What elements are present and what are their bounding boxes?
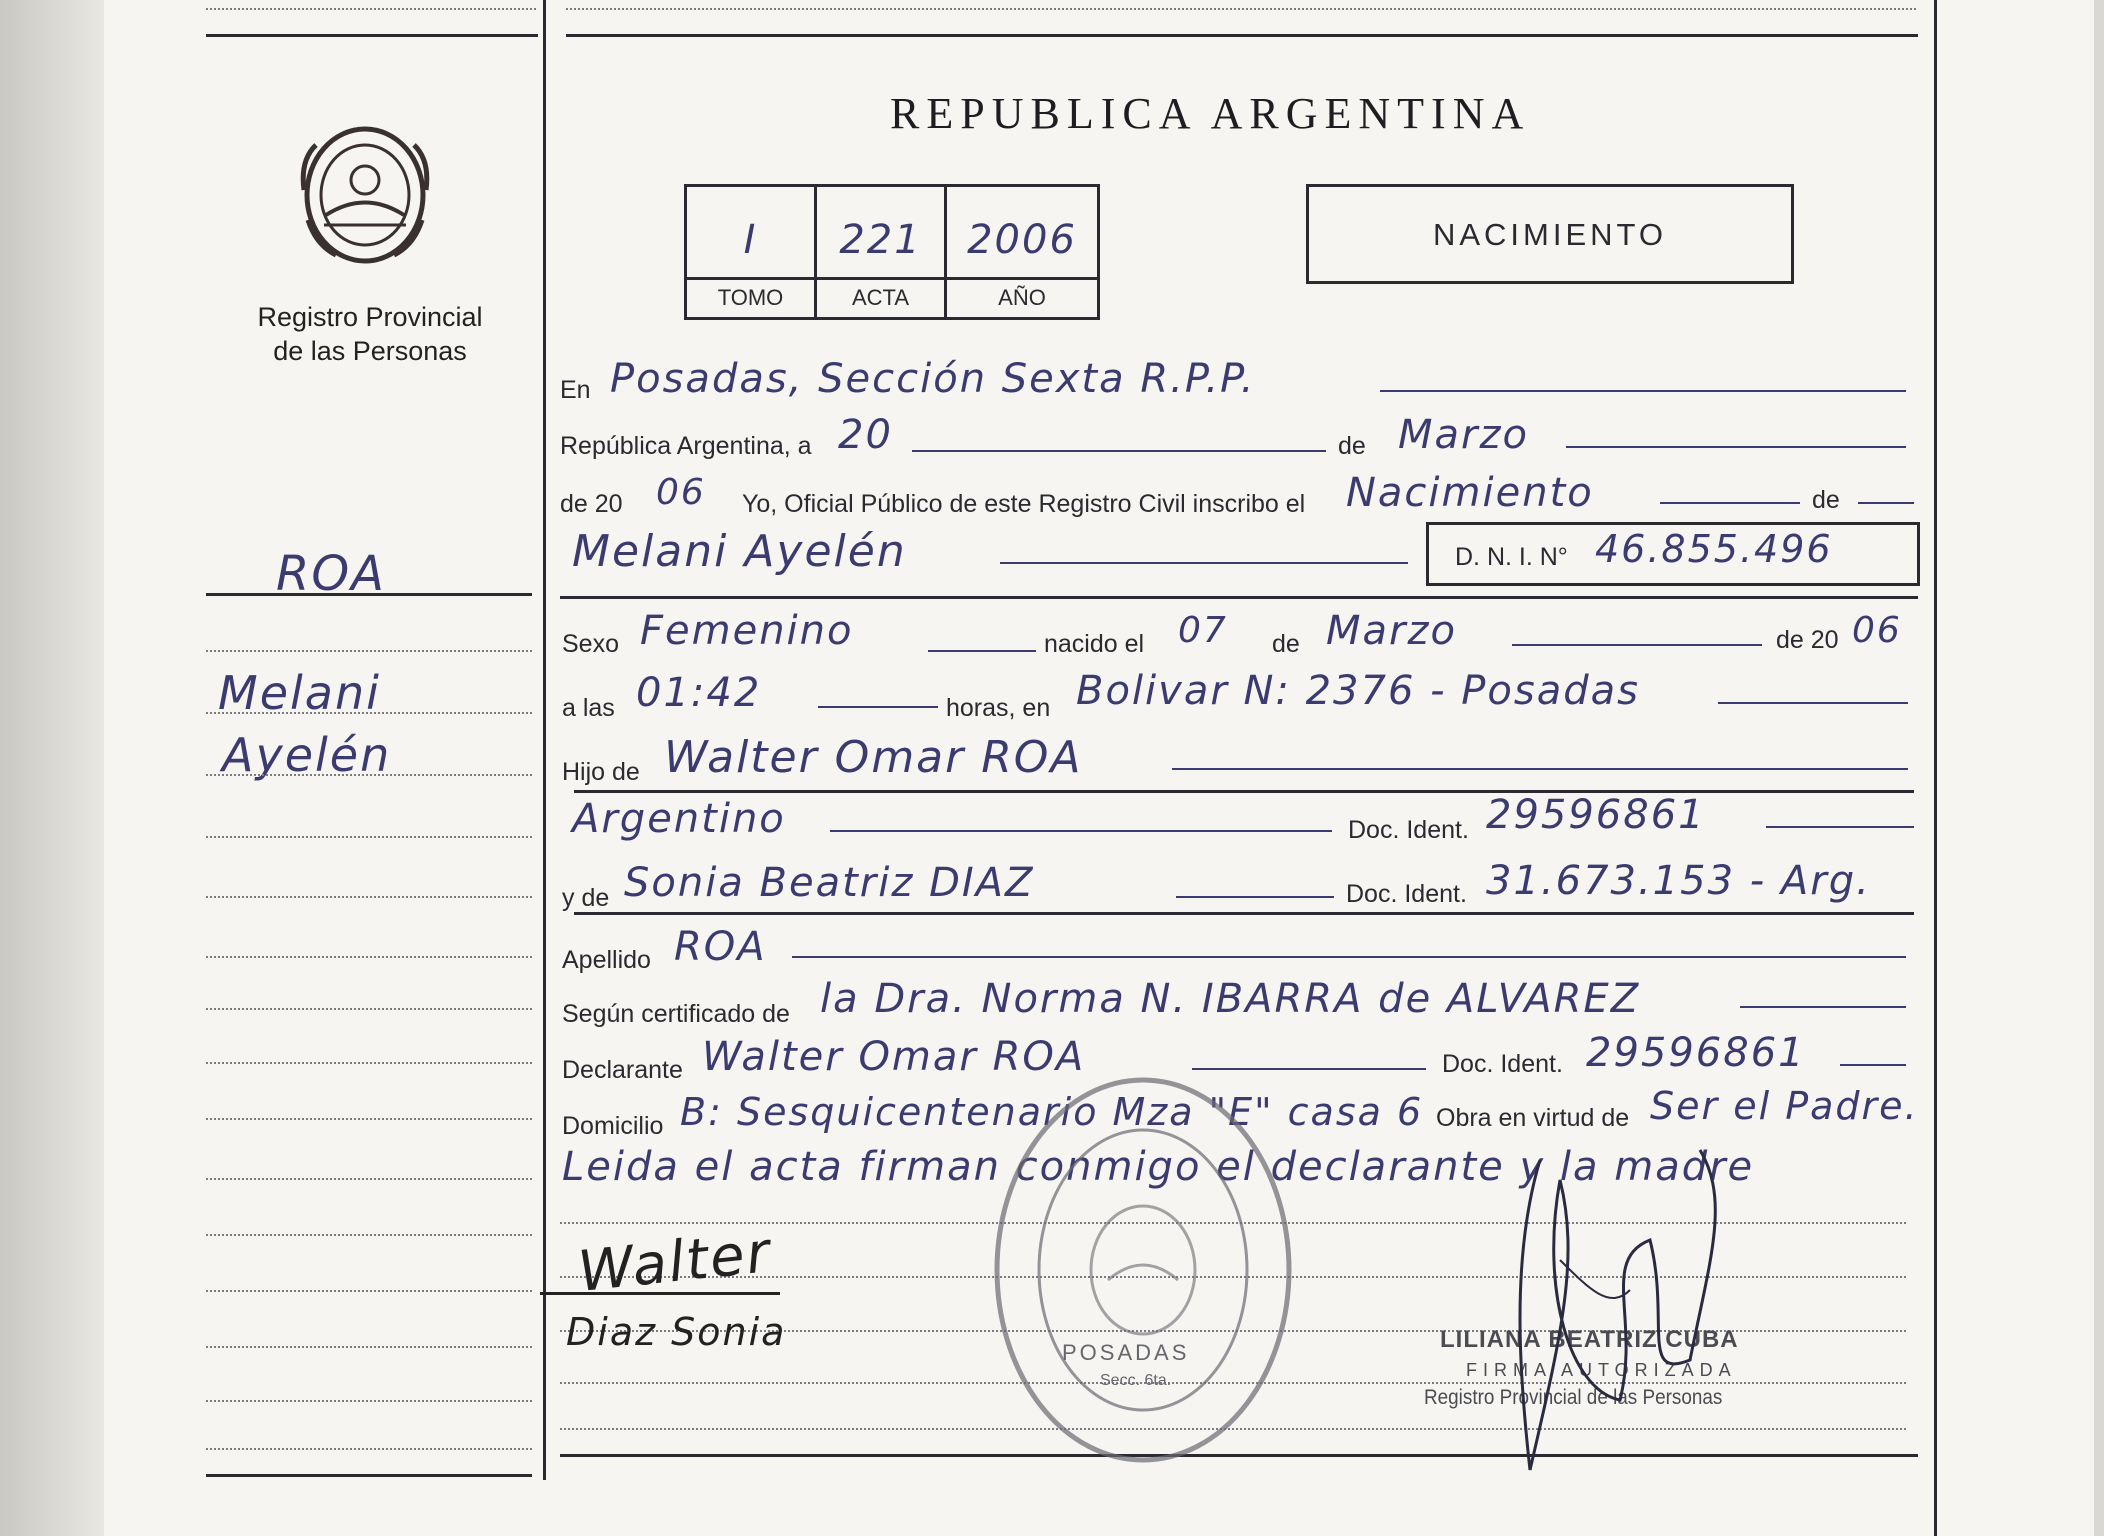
- domicilio-value: B: Sesquicentenario Mza "E" casa 6: [680, 1090, 1424, 1134]
- doc-label: Doc. Ident.: [1348, 816, 1469, 844]
- dni-box: [1426, 522, 1920, 586]
- en-value: Posadas, Sección Sexta R.P.P.: [610, 356, 1256, 402]
- stamp-city: POSADAS: [1062, 1340, 1190, 1365]
- sexo-label: Sexo: [562, 630, 619, 658]
- page-edge: [1934, 0, 1937, 1536]
- place-value: Bolivar N: 2376 - Posadas: [1076, 668, 1640, 714]
- oficial-text: Yo, Oficial Público de este Registro Civil inscribo el: [742, 490, 1306, 518]
- tomo-label: TOMO: [717, 285, 784, 310]
- declarante-label: Declarante: [562, 1056, 683, 1084]
- de-label3: de: [1272, 630, 1300, 658]
- doc-label2: Doc. Ident.: [1346, 880, 1467, 908]
- father-doc: 29596861: [1486, 792, 1706, 838]
- record-number-table: [684, 184, 1100, 320]
- margin-surname: ROA: [276, 546, 386, 602]
- page-fold: [0, 0, 104, 1536]
- record-type-box: [1306, 184, 1794, 284]
- divider: [206, 593, 532, 596]
- acta-value: 221: [839, 217, 922, 263]
- official-signature-icon: [1500, 1140, 1760, 1480]
- domicilio-label: Domicilio: [562, 1112, 664, 1140]
- official-role: FIRMA AUTORIZADA: [1466, 1360, 1737, 1380]
- margin-given2: Ayelén: [222, 728, 392, 782]
- dni-value: 46.855.496: [1595, 527, 1833, 571]
- segun-label: Según certificado de: [562, 1000, 790, 1028]
- record-type: NACIMIENTO: [1432, 217, 1668, 252]
- day-value: 20: [838, 412, 893, 458]
- dni-label: D. N. I. N°: [1455, 543, 1568, 571]
- declarante-doc: 29596861: [1586, 1030, 1806, 1076]
- mother-value: Sonia Beatriz DIAZ: [624, 860, 1035, 906]
- de-label: de: [1338, 432, 1366, 460]
- birth-year: 06: [1852, 610, 1902, 651]
- registry-line2: de las Personas: [273, 336, 467, 366]
- year-value: 06: [656, 472, 706, 513]
- month-value: Marzo: [1398, 412, 1529, 458]
- anio-value: 2006: [967, 217, 1077, 263]
- horas-label: horas, en: [946, 694, 1051, 722]
- country-title: REPUBLICA ARGENTINA: [890, 89, 1531, 138]
- official-office: Registro Provincial de las Personas: [1424, 1386, 1723, 1409]
- cert-value: la Dra. Norma N. IBARRA de ALVAREZ: [820, 976, 1641, 1022]
- doc-label3: Doc. Ident.: [1442, 1050, 1563, 1078]
- year-prefix: de 20: [560, 490, 623, 518]
- signature-father: Walter: [575, 1220, 775, 1305]
- round-stamp-icon: [988, 1070, 1298, 1470]
- en-label: En: [560, 376, 591, 404]
- time-value: 01:42: [636, 670, 762, 716]
- apellido-label: Apellido: [562, 946, 651, 974]
- divider: [206, 34, 538, 37]
- divider: [206, 8, 536, 10]
- margin-given1: Melani: [218, 666, 381, 720]
- divider: [566, 34, 1918, 37]
- birth-month: Marzo: [1326, 608, 1457, 654]
- leida-text: Leida el acta firman conmigo el declarante y la madre: [562, 1144, 1755, 1190]
- apellido-value: ROA: [674, 924, 767, 970]
- column-divider: [543, 0, 546, 1480]
- name-value: Melani Ayelén: [572, 526, 907, 577]
- father-value: Walter Omar ROA: [664, 732, 1083, 783]
- province-seal-icon: [296, 120, 434, 270]
- stamp-section: Secc. 6ta.: [1100, 1372, 1172, 1389]
- sexo-value: Femenino: [640, 608, 854, 654]
- obra-label: Obra en virtud de: [1436, 1104, 1630, 1132]
- nacido-label: nacido el: [1044, 630, 1145, 658]
- ymde-label: y de: [562, 884, 610, 912]
- acta-label: ACTA: [851, 285, 910, 310]
- birth-year-prefix: de 20: [1776, 626, 1839, 654]
- mother-doc: 31.673.153 - Arg.: [1486, 858, 1871, 904]
- father-nationality: Argentino: [572, 796, 786, 842]
- hijo-label: Hijo de: [562, 758, 640, 786]
- alas-label: a las: [562, 694, 615, 722]
- inscribe-value: Nacimiento: [1346, 470, 1594, 516]
- signature-mother: Diaz Sonia: [566, 1310, 787, 1354]
- republica-label: República Argentina, a: [560, 432, 812, 460]
- official-name: LILIANA BEATRIZ CUBA: [1440, 1326, 1739, 1353]
- anio-label: AÑO: [998, 285, 1046, 310]
- birth-day: 07: [1178, 610, 1228, 651]
- divider: [566, 8, 1916, 10]
- obra-value: Ser el Padre.: [1650, 1084, 1919, 1128]
- de-label2: de: [1812, 486, 1840, 514]
- registry-line1: Registro Provincial: [257, 302, 483, 332]
- declarante-value: Walter Omar ROA: [702, 1034, 1086, 1080]
- tomo-value: I: [743, 217, 758, 263]
